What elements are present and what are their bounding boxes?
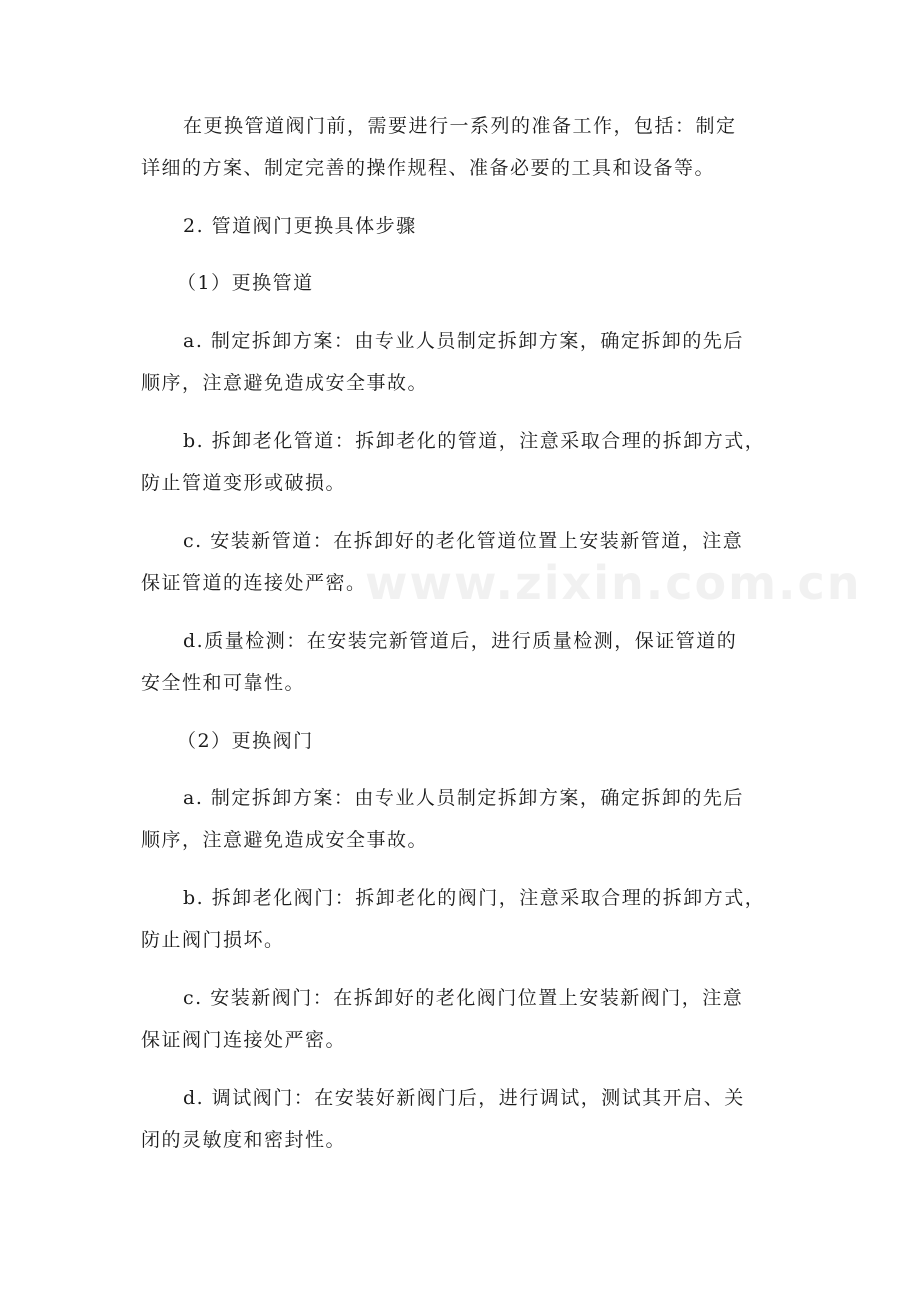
paragraph-line: c. 安装新阀门：在拆卸好的老化阀门位置上安装新阀门，注意 xyxy=(183,987,744,1009)
paragraph-line: b. 拆卸老化管道：拆卸老化的管道，注意采取合理的拆卸方式， xyxy=(183,430,766,452)
paragraph-line: 防止管道变形或破损。 xyxy=(141,472,347,494)
step-paragraph xyxy=(141,620,781,704)
paragraph-line: 闭的灵敏度和密封性。 xyxy=(141,1129,347,1151)
paragraph-line: 详细的方案、制定完善的操作规程、准备必要的工具和设备等。 xyxy=(141,157,716,179)
step-paragraph xyxy=(141,877,781,961)
paragraph-line: a. 制定拆卸方案：由专业人员制定拆卸方案，确定拆卸的先后 xyxy=(183,787,744,809)
paragraph-line: 保证阀门连接处严密。 xyxy=(141,1029,347,1051)
paragraph-line: c. 安装新管道：在拆卸好的老化管道位置上安装新管道，注意 xyxy=(183,530,744,552)
step-paragraph xyxy=(141,320,781,404)
paragraph-line: 保证管道的连接处严密。 xyxy=(141,572,367,594)
paragraph-line: b. 拆卸老化阀门：拆卸老化的阀门，注意采取合理的拆卸方式， xyxy=(183,887,766,909)
step-paragraph xyxy=(141,777,781,861)
intro-paragraph xyxy=(141,105,781,189)
step-paragraph xyxy=(141,977,781,1061)
paragraph-line: a. 制定拆卸方案：由专业人员制定拆卸方案，确定拆卸的先后 xyxy=(183,330,744,352)
paragraph-line: 安全性和可靠性。 xyxy=(141,672,306,694)
subsection-heading-pipe: （1）更换管道 xyxy=(177,272,314,294)
paragraph-line: 顺序，注意避免造成安全事故。 xyxy=(141,372,429,394)
section-heading: 2. 管道阀门更换具体步骤 xyxy=(183,215,417,237)
watermark: www.zixin.com.cn xyxy=(365,556,862,610)
step-paragraph xyxy=(141,520,781,604)
paragraph-line: 顺序，注意避免造成安全事故。 xyxy=(141,829,429,851)
paragraph-line: 在更换管道阀门前，需要进行一系列的准备工作，包括：制定 xyxy=(183,115,737,137)
paragraph-line: d. 调试阀门：在安装好新阀门后，进行调试，测试其开启、关 xyxy=(183,1087,745,1109)
subsection-heading-valve: （2）更换阀门 xyxy=(177,730,314,752)
paragraph-line: d.质量检测：在安装完新管道后，进行质量检测，保证管道的 xyxy=(183,630,738,652)
step-paragraph xyxy=(141,1077,781,1161)
paragraph-line: 防止阀门损坏。 xyxy=(141,929,285,951)
step-paragraph xyxy=(141,420,781,504)
